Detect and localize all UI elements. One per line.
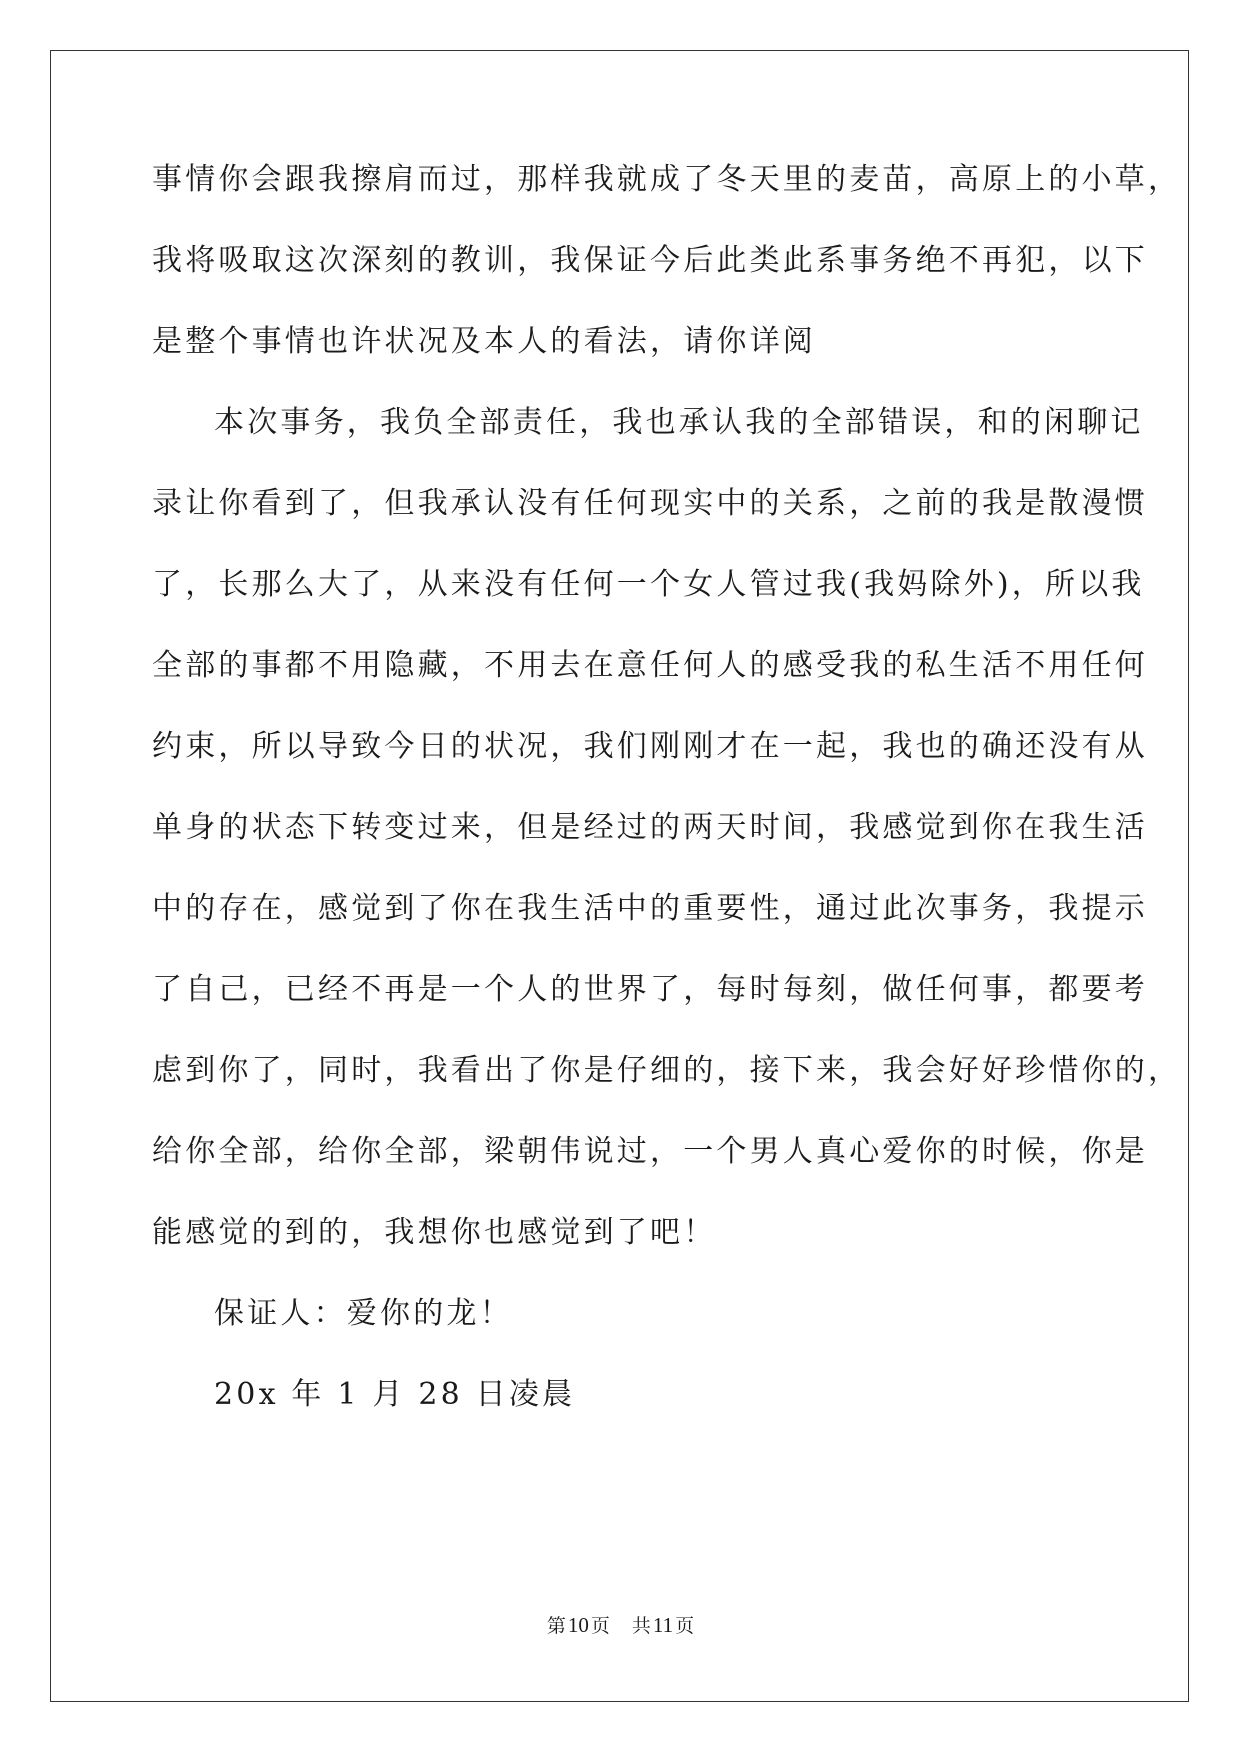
text-line: 中的存在，感觉到了你在我生活中的重要性，通过此次事务，我提示	[152, 891, 1148, 926]
total-suffix: 页	[675, 1615, 695, 1637]
text-line: 给你全部，给你全部，梁朝伟说过，一个男人真心爱你的时候，你是	[152, 1134, 1148, 1169]
page-total: 11	[652, 1613, 674, 1637]
text-line: 我将吸取这次深刻的教训，我保证今后此类此系事务绝不再犯，以下	[152, 243, 1148, 278]
text-line: 约束，所以导致今日的状况，我们刚刚才在一起，我也的确还没有从	[152, 729, 1148, 764]
text-line: 了自己，已经不再是一个人的世界了，每时每刻，做任何事，都要考	[152, 972, 1148, 1007]
text-line: 录让你看到了，但我承认没有任何现实中的关系，之前的我是散漫惯	[152, 486, 1148, 521]
page-prefix: 第	[546, 1615, 566, 1637]
text-line: 虑到你了，同时，我看出了你是仔细的，接下来，我会好好珍惜你的，	[152, 1053, 1182, 1088]
page-footer	[0, 1611, 1241, 1638]
total-prefix: 共	[631, 1615, 651, 1637]
text-line: 全部的事都不用隐藏，不用去在意任何人的感受我的私生活不用任何	[152, 648, 1148, 683]
date-line: 20x 年 1 月 28 日凌晨	[214, 1377, 576, 1412]
text-line: 是整个事情也许状况及本人的看法，请你详阅	[152, 324, 816, 359]
paragraph-start-line: 本次事务，我负全部责任，我也承认我的全部错误，和的闲聊记	[214, 405, 1144, 440]
text-line: 事情你会跟我擦肩而过，那样我就成了冬天里的麦苗，高原上的小草，	[152, 162, 1182, 197]
signature-line: 保证人：爱你的龙！	[214, 1296, 513, 1331]
text-line: 了，长那么大了，从来没有任何一个女人管过我(我妈除外)，所以我	[152, 567, 1145, 602]
text-line: 能感觉的到的，我想你也感觉到了吧！	[152, 1215, 717, 1250]
text-line: 单身的状态下转变过来，但是经过的两天时间，我感觉到你在我生活	[152, 810, 1148, 845]
document-body	[152, 160, 1182, 1456]
page-current: 10	[567, 1613, 589, 1637]
page-suffix: 页	[590, 1615, 610, 1637]
